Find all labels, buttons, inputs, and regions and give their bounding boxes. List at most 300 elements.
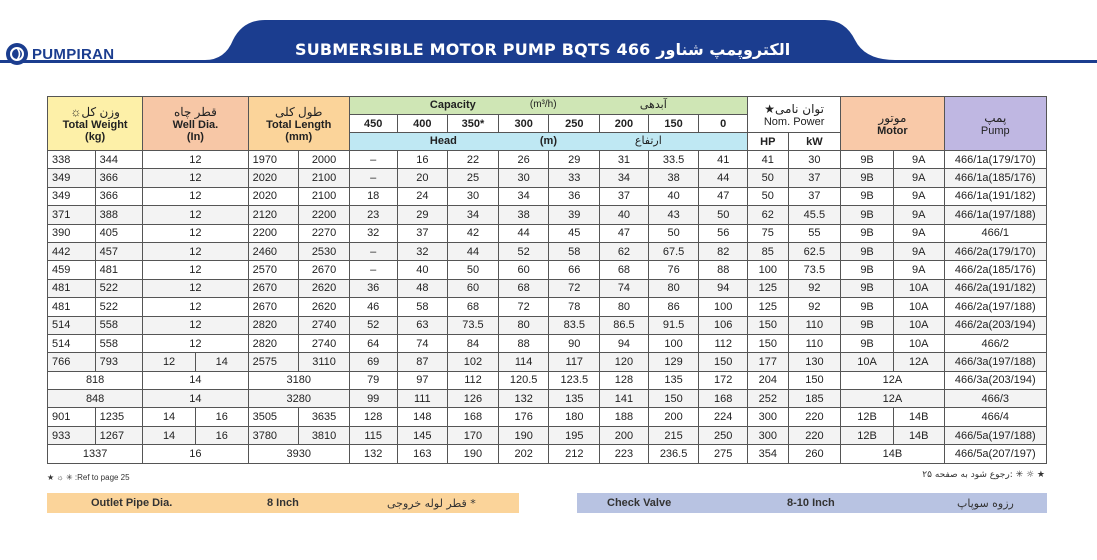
table-cell: 42 xyxy=(448,224,499,242)
table-cell: 12 xyxy=(143,187,248,205)
pump-logo-icon xyxy=(6,43,28,65)
table-cell: 84 xyxy=(448,334,499,352)
table-cell: 64 xyxy=(349,334,397,352)
table-cell: 9A xyxy=(893,187,944,205)
table-cell: 180 xyxy=(549,408,600,426)
table-cell: 300 xyxy=(748,408,789,426)
table-cell: 170 xyxy=(448,426,499,444)
table-cell: 112 xyxy=(699,334,748,352)
table-cell: 793 xyxy=(95,353,143,371)
table-cell: 3180 xyxy=(248,371,349,389)
table-cell: 50 xyxy=(699,206,748,224)
table-cell: 33.5 xyxy=(648,151,699,169)
table-cell: 163 xyxy=(397,445,448,463)
table-cell: 60 xyxy=(498,261,549,279)
table-cell: 60 xyxy=(448,279,499,297)
table-cell: 66 xyxy=(549,261,600,279)
table-cell: 9A xyxy=(893,242,944,260)
table-cell: 2820 xyxy=(248,316,299,334)
table-cell: 72 xyxy=(498,298,549,316)
table-cell: 36 xyxy=(549,187,600,205)
table-cell: 2620 xyxy=(299,298,350,316)
table-cell: 125 xyxy=(748,298,789,316)
flow-rate-header: 450 xyxy=(349,115,397,133)
table-cell: 18 xyxy=(349,187,397,205)
table-cell: 3505 xyxy=(248,408,299,426)
table-cell: 115 xyxy=(349,426,397,444)
check-valve-label: Check Valve xyxy=(607,497,672,509)
table-cell: 9A xyxy=(893,151,944,169)
table-cell: 132 xyxy=(498,390,549,408)
table-cell: 3110 xyxy=(299,353,350,371)
table-cell: 522 xyxy=(95,279,143,297)
table-cell: 125 xyxy=(748,279,789,297)
table-cell: 457 xyxy=(95,242,143,260)
table-cell: 3280 xyxy=(248,390,349,408)
table-row xyxy=(48,371,1047,389)
table-cell: 68 xyxy=(498,279,549,297)
table-cell: 12 xyxy=(143,279,248,297)
table-cell: 117 xyxy=(549,353,600,371)
table-cell: 44 xyxy=(498,224,549,242)
table-row xyxy=(48,334,1047,352)
table-cell: 63 xyxy=(397,316,448,334)
check-valve-bar xyxy=(577,493,1047,513)
table-cell: 466/1a(191/182) xyxy=(944,187,1046,205)
table-cell: 215 xyxy=(648,426,699,444)
table-cell: 32 xyxy=(349,224,397,242)
table-row xyxy=(48,224,1047,242)
col-header-capacity: Capacity (m³/h) آبدهی xyxy=(349,97,747,115)
table-cell: 2000 xyxy=(299,151,350,169)
pump-spec-table xyxy=(47,96,1047,464)
table-cell: 41 xyxy=(699,151,748,169)
table-cell: 12 xyxy=(143,334,248,352)
table-cell: 126 xyxy=(448,390,499,408)
table-cell: 145 xyxy=(397,426,448,444)
table-cell: 466/2a(185/176) xyxy=(944,261,1046,279)
table-cell: 148 xyxy=(397,408,448,426)
table-cell: 150 xyxy=(748,316,789,334)
table-cell: 24 xyxy=(397,187,448,205)
table-cell: 188 xyxy=(600,408,649,426)
table-cell: 9B xyxy=(841,224,894,242)
table-cell: 901 xyxy=(48,408,96,426)
table-cell: 62 xyxy=(600,242,649,260)
table-cell: 52 xyxy=(349,316,397,334)
table-cell: 168 xyxy=(699,390,748,408)
table-cell: 39 xyxy=(549,206,600,224)
table-cell: 29 xyxy=(397,206,448,224)
outlet-pipe-label-fa: * قطر لوله خروجی xyxy=(387,497,476,510)
table-cell: 111 xyxy=(397,390,448,408)
col-header-power: ★توان نامی Nom. Power xyxy=(748,97,841,133)
table-cell: 848 xyxy=(48,390,143,408)
table-cell: 466/3 xyxy=(944,390,1046,408)
table-cell: 14 xyxy=(143,371,248,389)
table-cell: 120 xyxy=(600,353,649,371)
table-cell: 94 xyxy=(600,334,649,352)
table-cell: 168 xyxy=(448,408,499,426)
table-cell: 176 xyxy=(498,408,549,426)
table-cell: 371 xyxy=(48,206,96,224)
table-row xyxy=(48,187,1047,205)
table-cell: 80 xyxy=(648,279,699,297)
table-row xyxy=(48,206,1047,224)
table-cell: 62 xyxy=(748,206,789,224)
col-header-hp: HP xyxy=(748,133,789,151)
table-cell: 91.5 xyxy=(648,316,699,334)
table-cell: 150 xyxy=(748,334,789,352)
table-cell: 338 xyxy=(48,151,96,169)
table-cell: 466/3a(203/194) xyxy=(944,371,1046,389)
table-cell: 50 xyxy=(748,187,789,205)
table-cell: 344 xyxy=(95,151,143,169)
table-cell: 55 xyxy=(788,224,841,242)
table-cell: 37 xyxy=(600,187,649,205)
table-cell: 466/1a(185/176) xyxy=(944,169,1046,187)
table-cell: 34 xyxy=(498,187,549,205)
table-row xyxy=(48,169,1047,187)
table-cell: 2820 xyxy=(248,334,299,352)
table-cell: 50 xyxy=(748,169,789,187)
outlet-pipe-bar xyxy=(47,493,519,513)
table-cell: 32 xyxy=(397,242,448,260)
table-row xyxy=(48,261,1047,279)
table-cell: 34 xyxy=(448,206,499,224)
table-cell: 82 xyxy=(699,242,748,260)
table-cell: 58 xyxy=(549,242,600,260)
table-row xyxy=(48,151,1047,169)
table-cell: 349 xyxy=(48,187,96,205)
table-cell: 466/2a(179/170) xyxy=(944,242,1046,260)
title-banner xyxy=(205,18,1097,78)
table-cell: 12 xyxy=(143,242,248,260)
table-cell: 74 xyxy=(397,334,448,352)
table-cell: 481 xyxy=(48,279,96,297)
table-cell: 466/5a(197/188) xyxy=(944,426,1046,444)
table-cell: 185 xyxy=(788,390,841,408)
col-header-head: Head (m) ارتفاع xyxy=(349,133,747,151)
table-cell: 366 xyxy=(95,187,143,205)
table-cell: 150 xyxy=(648,390,699,408)
table-cell: 466/3a(197/188) xyxy=(944,353,1046,371)
table-cell: 16 xyxy=(195,426,248,444)
table-cell: 16 xyxy=(397,151,448,169)
table-cell: 177 xyxy=(748,353,789,371)
table-cell: 106 xyxy=(699,316,748,334)
outlet-pipe-label: Outlet Pipe Dia. xyxy=(91,497,173,509)
table-cell: 86.5 xyxy=(600,316,649,334)
table-cell: 252 xyxy=(748,390,789,408)
table-cell: 3810 xyxy=(299,426,350,444)
table-cell: 30 xyxy=(448,187,499,205)
table-cell: 135 xyxy=(648,371,699,389)
table-cell: 466/1a(179/170) xyxy=(944,151,1046,169)
table-cell: 12 xyxy=(143,316,248,334)
table-cell: 69 xyxy=(349,353,397,371)
table-cell: 68 xyxy=(448,298,499,316)
table-cell: 9B xyxy=(841,151,894,169)
table-cell: 36 xyxy=(349,279,397,297)
table-cell: 92 xyxy=(788,279,841,297)
table-cell: 37 xyxy=(397,224,448,242)
table-cell: 67.5 xyxy=(648,242,699,260)
table-cell: 31 xyxy=(600,151,649,169)
table-cell: – xyxy=(349,242,397,260)
table-cell: 50 xyxy=(648,224,699,242)
table-cell: 46 xyxy=(349,298,397,316)
table-cell: 9A xyxy=(893,169,944,187)
table-row xyxy=(48,445,1047,463)
table-cell: 50 xyxy=(448,261,499,279)
table-cell: 37 xyxy=(788,187,841,205)
table-cell: 80 xyxy=(600,298,649,316)
table-cell: 56 xyxy=(699,224,748,242)
table-cell: 250 xyxy=(699,426,748,444)
table-cell: 481 xyxy=(95,261,143,279)
col-header-pump: پمپ Pump xyxy=(944,97,1046,151)
table-cell: 129 xyxy=(648,353,699,371)
table-cell: 220 xyxy=(788,408,841,426)
table-cell: 522 xyxy=(95,298,143,316)
table-cell: 9A xyxy=(893,261,944,279)
table-cell: 12B xyxy=(841,408,894,426)
table-cell: 275 xyxy=(699,445,748,463)
flow-rate-header: 250 xyxy=(549,115,600,133)
table-cell: 390 xyxy=(48,224,96,242)
table-cell: 10A xyxy=(893,316,944,334)
table-cell: 26 xyxy=(498,151,549,169)
table-cell: 135 xyxy=(549,390,600,408)
table-cell: 2670 xyxy=(248,298,299,316)
table-cell: 1267 xyxy=(95,426,143,444)
table-cell: 150 xyxy=(699,353,748,371)
table-cell: 92 xyxy=(788,298,841,316)
table-cell: 514 xyxy=(48,334,96,352)
table-cell: 2570 xyxy=(248,261,299,279)
table-cell: 37 xyxy=(788,169,841,187)
table-cell: 9A xyxy=(893,206,944,224)
table-cell: 22 xyxy=(448,151,499,169)
table-cell: 130 xyxy=(788,353,841,371)
table-cell: 2670 xyxy=(299,261,350,279)
table-cell: 2100 xyxy=(299,169,350,187)
table-cell: 466/2a(191/182) xyxy=(944,279,1046,297)
table-cell: 2530 xyxy=(299,242,350,260)
table-cell: 40 xyxy=(600,206,649,224)
table-row xyxy=(48,279,1047,297)
flow-rate-header: 200 xyxy=(600,115,649,133)
table-cell: 34 xyxy=(600,169,649,187)
table-cell: 2200 xyxy=(248,224,299,242)
table-cell: 29 xyxy=(549,151,600,169)
footnote-ref-en: ★ ☼ ✳ :Ref to page 25 xyxy=(47,473,130,482)
table-cell: 30 xyxy=(788,151,841,169)
check-valve-label-fa: رزوه سوپاپ xyxy=(957,497,1014,510)
table-cell: 3930 xyxy=(248,445,349,463)
table-cell: 388 xyxy=(95,206,143,224)
table-cell: 100 xyxy=(748,261,789,279)
table-cell: 88 xyxy=(498,334,549,352)
table-cell: 100 xyxy=(699,298,748,316)
table-cell: 90 xyxy=(549,334,600,352)
table-cell: 466/2a(203/194) xyxy=(944,316,1046,334)
table-cell: 47 xyxy=(600,224,649,242)
table-cell: 40 xyxy=(397,261,448,279)
table-cell: 75 xyxy=(748,224,789,242)
table-cell: 73.5 xyxy=(448,316,499,334)
table-cell: 195 xyxy=(549,426,600,444)
table-cell: 12A xyxy=(841,390,944,408)
table-cell: 172 xyxy=(699,371,748,389)
table-cell: 12B xyxy=(841,426,894,444)
table-cell: 25 xyxy=(448,169,499,187)
table-cell: 366 xyxy=(95,169,143,187)
table-cell: 112 xyxy=(448,371,499,389)
table-cell: 9B xyxy=(841,187,894,205)
table-cell: 442 xyxy=(48,242,96,260)
table-cell: 123.5 xyxy=(549,371,600,389)
table-cell: 12 xyxy=(143,298,248,316)
table-cell: 12A xyxy=(893,353,944,371)
col-header-well-dia: قطر چاه Well Dia. (In) xyxy=(143,97,248,151)
table-cell: 2460 xyxy=(248,242,299,260)
table-cell: 114 xyxy=(498,353,549,371)
table-cell: 68 xyxy=(600,261,649,279)
table-cell: 220 xyxy=(788,426,841,444)
table-cell: 466/4 xyxy=(944,408,1046,426)
table-cell: 38 xyxy=(648,169,699,187)
table-cell: 12 xyxy=(143,261,248,279)
brand-logo xyxy=(6,42,114,66)
table-cell: 128 xyxy=(600,371,649,389)
table-cell: 466/1a(197/188) xyxy=(944,206,1046,224)
table-cell: 44 xyxy=(699,169,748,187)
flow-rate-header: 0 xyxy=(699,115,748,133)
table-cell: 12 xyxy=(143,353,196,371)
table-cell: 9B xyxy=(841,334,894,352)
table-cell: 466/2a(197/188) xyxy=(944,298,1046,316)
table-cell: 224 xyxy=(699,408,748,426)
table-cell: 2270 xyxy=(299,224,350,242)
table-cell: 405 xyxy=(95,224,143,242)
table-cell: – xyxy=(349,169,397,187)
table-cell: 9A xyxy=(893,224,944,242)
table-cell: 80 xyxy=(498,316,549,334)
table-cell: 204 xyxy=(748,371,789,389)
flow-rate-header: 300 xyxy=(498,115,549,133)
footnote-ref-fa: ★ ☼ ✳ :رجوع شود به صفحه ۲۵ xyxy=(922,470,1045,480)
table-cell: 38 xyxy=(498,206,549,224)
table-row xyxy=(48,316,1047,334)
table-cell: 74 xyxy=(600,279,649,297)
table-cell: 48 xyxy=(397,279,448,297)
flow-rate-header: 150 xyxy=(648,115,699,133)
table-cell: 52 xyxy=(498,242,549,260)
table-cell: 86 xyxy=(648,298,699,316)
table-cell: 30 xyxy=(498,169,549,187)
table-cell: 466/1 xyxy=(944,224,1046,242)
outlet-pipe-value: 8 Inch xyxy=(267,497,299,509)
table-cell: 558 xyxy=(95,316,143,334)
table-body xyxy=(48,151,1047,464)
table-cell: 349 xyxy=(48,169,96,187)
table-cell: 2020 xyxy=(248,187,299,205)
table-cell: 466/5a(207/197) xyxy=(944,445,1046,463)
table-cell: 20 xyxy=(397,169,448,187)
table-cell: 236.5 xyxy=(648,445,699,463)
table-cell: 9B xyxy=(841,316,894,334)
flow-rate-header: 400 xyxy=(397,115,448,133)
table-cell: 47 xyxy=(699,187,748,205)
table-cell: 481 xyxy=(48,298,96,316)
flow-rate-header: 350* xyxy=(448,115,499,133)
table-cell: 110 xyxy=(788,334,841,352)
table-cell: 354 xyxy=(748,445,789,463)
table-cell: 94 xyxy=(699,279,748,297)
table-cell: 2740 xyxy=(299,334,350,352)
table-cell: 9B xyxy=(841,169,894,187)
table-cell: – xyxy=(349,151,397,169)
table-cell: 1235 xyxy=(95,408,143,426)
table-cell: 459 xyxy=(48,261,96,279)
table-cell: 223 xyxy=(600,445,649,463)
table-cell: 33 xyxy=(549,169,600,187)
table-cell: 14 xyxy=(143,426,196,444)
table-cell: 83.5 xyxy=(549,316,600,334)
table-row xyxy=(48,242,1047,260)
table-cell: 202 xyxy=(498,445,549,463)
table-cell: 12 xyxy=(143,169,248,187)
table-cell: 190 xyxy=(498,426,549,444)
table-cell: 14 xyxy=(195,353,248,371)
banner-title: SUBMERSIBLE MOTOR PUMP BQTS 466 الکتروپمپ شناور xyxy=(295,40,791,59)
table-cell: 62.5 xyxy=(788,242,841,260)
check-valve-value: 8-10 Inch xyxy=(787,497,835,509)
table-cell: 2620 xyxy=(299,279,350,297)
table-cell: 44 xyxy=(448,242,499,260)
table-cell: 23 xyxy=(349,206,397,224)
table-cell: 150 xyxy=(788,371,841,389)
table-cell: 12 xyxy=(143,151,248,169)
table-cell: 10A xyxy=(893,279,944,297)
table-cell: 10A xyxy=(893,298,944,316)
table-cell: 10A xyxy=(893,334,944,352)
table-cell: 12 xyxy=(143,224,248,242)
table-cell: 466/2 xyxy=(944,334,1046,352)
table-cell: 16 xyxy=(195,408,248,426)
table-cell: 212 xyxy=(549,445,600,463)
table-cell: 128 xyxy=(349,408,397,426)
table-cell: – xyxy=(349,261,397,279)
table-cell: 102 xyxy=(448,353,499,371)
col-header-motor: موتور Motor xyxy=(841,97,944,151)
col-header-kw: kW xyxy=(788,133,841,151)
table-cell: 43 xyxy=(648,206,699,224)
table-cell: 132 xyxy=(349,445,397,463)
table-cell: 200 xyxy=(600,426,649,444)
table-cell: 2020 xyxy=(248,169,299,187)
table-cell: 45.5 xyxy=(788,206,841,224)
col-header-weight: ☼وزن کل Total Weight (kg) xyxy=(48,97,143,151)
table-row xyxy=(48,390,1047,408)
table-cell: 9B xyxy=(841,242,894,260)
table-cell: 120.5 xyxy=(498,371,549,389)
table-cell: 3780 xyxy=(248,426,299,444)
table-cell: 58 xyxy=(397,298,448,316)
table-cell: 14 xyxy=(143,390,248,408)
